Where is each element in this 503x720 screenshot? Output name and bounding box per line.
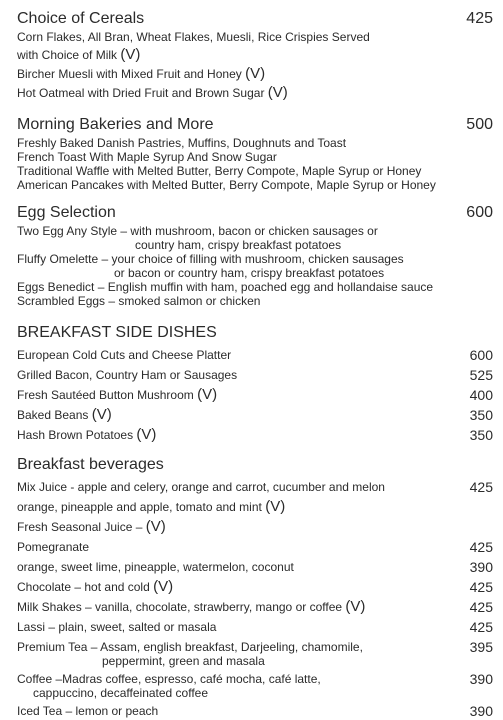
item-continuation: peppermint, green and masala bbox=[102, 654, 265, 668]
item-text: Lassi – plain, sweet, salted or masala bbox=[17, 620, 217, 634]
section-breakfast-beverages bbox=[17, 454, 495, 720]
item-price: 390 bbox=[469, 559, 493, 575]
section-header bbox=[17, 114, 495, 136]
section-header bbox=[17, 454, 495, 476]
menu-item bbox=[17, 388, 495, 404]
item-price: 425 bbox=[469, 479, 493, 495]
menu-item bbox=[17, 280, 495, 294]
item-text: Coffee –Madras coffee, espresso, café mocha, café latte, bbox=[17, 672, 321, 686]
menu-item bbox=[17, 640, 495, 668]
item-text: Eggs Benedict – English muffin with ham, poached egg and hollandaise sauce bbox=[17, 280, 434, 294]
item-price: 400 bbox=[469, 387, 493, 403]
vegetarian-mark: (V) bbox=[345, 598, 366, 615]
item-price: 600 bbox=[469, 347, 493, 363]
item-text: Freshly Baked Danish Pastries, Muffins, Doughnuts and Toast bbox=[17, 136, 347, 150]
section-price: 500 bbox=[466, 116, 493, 133]
section-title: Egg Selection bbox=[17, 204, 116, 221]
section-title: Breakfast beverages bbox=[17, 456, 164, 473]
item-continuation: country ham, crispy breakfast potatoes bbox=[135, 238, 342, 252]
item-text: Fresh Seasonal Juice – bbox=[17, 520, 143, 534]
item-text: French Toast With Maple Syrup And Snow Sugar bbox=[17, 150, 277, 164]
section-header bbox=[17, 322, 495, 344]
item-text: American Pancakes with Melted Butter, Berry Compote, Maple Syrup or Honey bbox=[17, 178, 436, 192]
vegetarian-mark: (V) bbox=[267, 84, 288, 101]
menu-item bbox=[17, 67, 495, 81]
menu-item bbox=[17, 408, 495, 424]
item-text: Scrambled Eggs – smoked salmon or chicken bbox=[17, 294, 261, 308]
section-morning-bakeries bbox=[17, 114, 495, 192]
menu-item bbox=[17, 672, 495, 700]
item-text: Corn Flakes, All Bran, Wheat Flakes, Muesli, Rice Crispies Served bbox=[17, 30, 370, 44]
vegetarian-mark: (V) bbox=[120, 46, 141, 63]
menu-item bbox=[17, 178, 495, 192]
menu-item bbox=[17, 348, 495, 364]
menu-item bbox=[17, 294, 495, 308]
section-choice-of-cereals bbox=[17, 8, 495, 104]
section-header bbox=[17, 8, 495, 30]
item-price: 390 bbox=[469, 703, 493, 719]
menu-item bbox=[17, 86, 495, 100]
menu-item bbox=[17, 252, 495, 280]
item-text: European Cold Cuts and Cheese Platter bbox=[17, 348, 232, 362]
menu-item bbox=[17, 560, 495, 576]
item-text: Baked Beans bbox=[17, 408, 89, 422]
vegetarian-mark: (V) bbox=[136, 426, 157, 443]
item-text: orange, sweet lime, pineapple, watermelon, coconut bbox=[17, 560, 294, 574]
menu-item bbox=[17, 428, 495, 444]
menu-item bbox=[17, 704, 495, 720]
menu-item bbox=[17, 500, 495, 516]
section-title: Morning Bakeries and More bbox=[17, 116, 214, 133]
section-breakfast-side-dishes bbox=[17, 322, 495, 444]
vegetarian-mark: (V) bbox=[145, 518, 166, 535]
item-text: Two Egg Any Style – with mushroom, bacon or chicken sausages or bbox=[17, 224, 378, 238]
vegetarian-mark: (V) bbox=[91, 406, 112, 423]
item-text: orange, pineapple and apple, tomato and mint bbox=[17, 500, 262, 514]
menu-item bbox=[17, 30, 495, 62]
vegetarian-mark: (V) bbox=[153, 578, 174, 595]
item-text: Iced Tea – lemon or peach bbox=[17, 704, 159, 718]
item-text: Grilled Bacon, Country Ham or Sausages bbox=[17, 368, 238, 382]
item-price: 425 bbox=[469, 619, 493, 635]
item-price: 390 bbox=[469, 671, 493, 687]
vegetarian-mark: (V) bbox=[197, 386, 218, 403]
section-title: BREAKFAST SIDE DISHES bbox=[17, 324, 217, 341]
item-text: Premium Tea – Assam, english breakfast, Darjeeling, chamomile, bbox=[17, 640, 363, 654]
section-header bbox=[17, 202, 495, 224]
item-continuation: cappuccino, decaffeinated coffee bbox=[33, 686, 209, 700]
item-price: 525 bbox=[469, 367, 493, 383]
menu-item bbox=[17, 620, 495, 636]
section-egg-selection bbox=[17, 202, 495, 308]
item-continuation bbox=[17, 48, 455, 62]
menu-item bbox=[17, 136, 495, 150]
item-text: Chocolate – hot and cold bbox=[17, 580, 150, 594]
section-title: Choice of Cereals bbox=[17, 10, 145, 27]
item-text: Traditional Waffle with Melted Butter, Berry Compote, Maple Syrup or Honey bbox=[17, 164, 422, 178]
item-price: 425 bbox=[469, 579, 493, 595]
item-price: 350 bbox=[469, 427, 493, 443]
item-price: 395 bbox=[469, 639, 493, 655]
section-price: 600 bbox=[466, 204, 493, 221]
item-text: Fluffy Omelette – your choice of filling with mushroom, chicken sausages bbox=[17, 252, 404, 266]
item-continuation-text: with Choice of Milk bbox=[17, 48, 118, 62]
item-continuation: or bacon or country ham, crispy breakfast potatoes bbox=[114, 266, 385, 280]
menu-item bbox=[17, 164, 495, 178]
item-text: Milk Shakes – vanilla, chocolate, strawberry, mango or coffee bbox=[17, 600, 343, 614]
menu-item bbox=[17, 368, 495, 384]
item-text: Pomegranate bbox=[17, 540, 90, 554]
vegetarian-mark: (V) bbox=[265, 498, 286, 515]
menu-item bbox=[17, 224, 495, 252]
menu-item bbox=[17, 480, 495, 496]
item-text: Hash Brown Potatoes bbox=[17, 428, 134, 442]
item-price: 350 bbox=[469, 407, 493, 423]
menu bbox=[17, 8, 495, 720]
menu-item bbox=[17, 540, 495, 556]
menu-item bbox=[17, 600, 495, 616]
item-text: Bircher Muesli with Mixed Fruit and Honey bbox=[17, 67, 242, 81]
vegetarian-mark: (V) bbox=[245, 65, 266, 82]
menu-item bbox=[17, 150, 495, 164]
menu-item bbox=[17, 520, 495, 536]
item-price: 425 bbox=[469, 599, 493, 615]
item-text: Hot Oatmeal with Dried Fruit and Brown Sugar bbox=[17, 86, 265, 100]
menu-item bbox=[17, 580, 495, 596]
item-price: 425 bbox=[469, 539, 493, 555]
section-price: 425 bbox=[466, 10, 493, 27]
item-text: Mix Juice - apple and celery, orange and carrot, cucumber and melon bbox=[17, 480, 385, 494]
item-text: Fresh Sautéed Button Mushroom bbox=[17, 388, 194, 402]
